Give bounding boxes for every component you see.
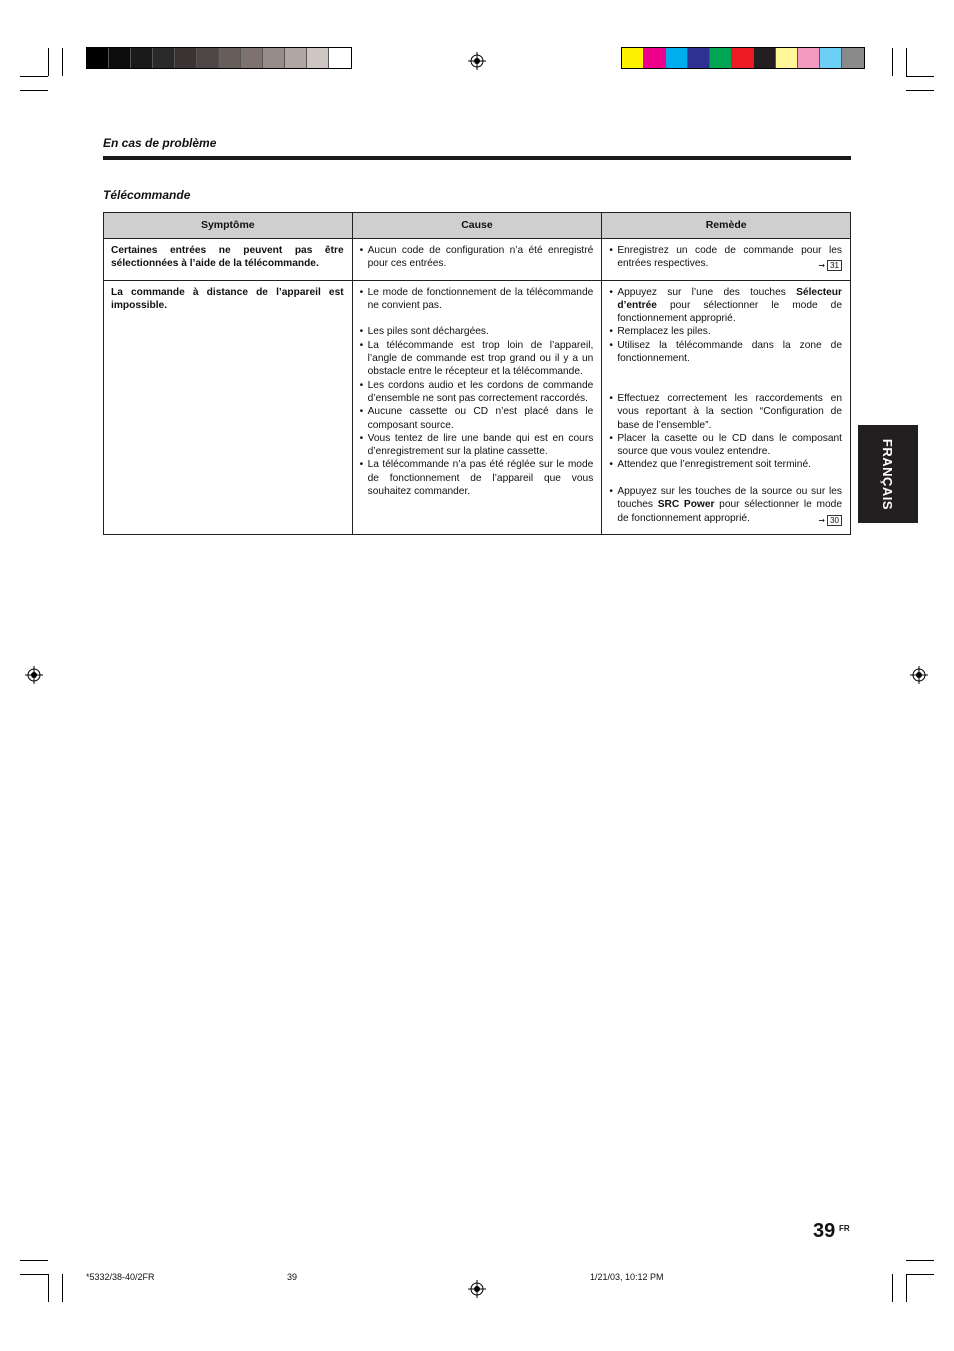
footer-timestamp: 1/21/03, 10:12 PM [590, 1272, 664, 1282]
subsection-title: Télécommande [103, 188, 191, 202]
page-reference [818, 259, 842, 272]
remedy-item: • Appuyez sur les touches de la source ou sur les touches SRC Power pour sélectionner le mode de fonctionnement approprié. ➞ 30 [609, 485, 842, 525]
cause-item: • Le mode de fonctionnement de la télécommande ne convient pas. [360, 286, 594, 313]
process-color-bar [621, 47, 865, 69]
footer-code: *5332/38-40/2FR [86, 1272, 155, 1282]
arrow-right-icon: ➞ [818, 515, 826, 525]
table-header-row [104, 213, 851, 239]
color-swatch [688, 48, 710, 68]
symptom-cell: Certaines entrées ne peuvent pas être sélectionnées à l’aide de la télécommande. [104, 239, 353, 281]
color-swatch [241, 48, 263, 68]
color-swatch [622, 48, 644, 68]
language-tab-label: FRANÇAIS [880, 438, 896, 510]
page-reference-number: 30 [827, 515, 842, 526]
table-row [104, 280, 851, 534]
color-swatch [754, 48, 776, 68]
cause-item: • Les cordons audio et les cordons de commande d’ensemble ne sont pas correctement raccordés. [360, 379, 594, 406]
page-reference [818, 514, 842, 527]
registration-mark-icon [910, 666, 928, 684]
remedy-item: • Appuyez sur l’une des touches Sélecteur d’entrée pour sélectionner le mode de fonctionnement approprié. [609, 286, 842, 326]
remedy-text: Enregistrez un code de commande pour les entrées respectives. [617, 245, 842, 270]
color-swatch [732, 48, 754, 68]
cause-item: • Vous tentez de lire une bande qui est en cours d’enregistrement sur la platine cassette. [360, 432, 594, 459]
color-swatch [87, 48, 109, 68]
color-swatch [820, 48, 842, 68]
cause-cell [352, 280, 602, 534]
section-divider [103, 156, 851, 160]
table-row [104, 239, 851, 281]
remedy-item: • Attendez que l’enregistrement soit terminé. [609, 458, 842, 471]
color-swatch [776, 48, 798, 68]
color-swatch [285, 48, 307, 68]
language-tab [858, 425, 918, 523]
arrow-right-icon: ➞ [818, 261, 826, 271]
column-header-symptom: Symptôme [104, 213, 353, 239]
color-swatch [329, 48, 351, 68]
cause-item: • Les piles sont déchargées. [360, 325, 594, 338]
registration-mark-icon [468, 1280, 486, 1298]
registration-mark-icon [468, 52, 486, 70]
remedy-item: • Utilisez la télécommande dans la zone de fonctionnement. [609, 339, 842, 366]
remedy-item: • Placer la casette ou le CD dans le composant source que vous voulez entendre. [609, 432, 842, 459]
color-swatch [798, 48, 820, 68]
color-swatch [307, 48, 329, 68]
grayscale-color-bar [86, 47, 352, 69]
page-number: 39 [813, 1220, 836, 1242]
cause-cell [352, 239, 602, 281]
color-swatch [263, 48, 285, 68]
color-swatch [666, 48, 688, 68]
color-swatch [153, 48, 175, 68]
color-swatch [842, 48, 864, 68]
remedy-cell [602, 239, 851, 281]
symptom-cell: La commande à distance de l’appareil est impossible. [104, 280, 353, 534]
color-swatch [131, 48, 153, 68]
cause-item: • La télécommande n’a pas été réglée sur le mode de fonctionnement de l’appareil que vous souhaitez commander. [360, 458, 594, 498]
remedy-item: • Remplacez les piles. [609, 325, 842, 338]
registration-mark-icon [25, 666, 43, 684]
color-swatch [109, 48, 131, 68]
key-name: Sélecteur d’entrée [617, 286, 842, 311]
page-reference-number: 31 [827, 260, 842, 271]
footer-page: 39 [287, 1272, 298, 1282]
troubleshooting-table [103, 212, 851, 535]
color-swatch [175, 48, 197, 68]
remedy-item [609, 244, 842, 271]
cause-item: • La télécommande est trop loin de l’appareil, l’angle de commande est trop grand ou il y a un obstacle entre le récepteur et la télécommande. [360, 339, 594, 379]
page-language: FR [839, 1224, 850, 1233]
remedy-item: • Effectuez correctement les raccordements en vous reportant à la section “Configuration de base de l’ensemble”. [609, 392, 842, 432]
column-header-cause: Cause [352, 213, 602, 239]
color-swatch [644, 48, 666, 68]
cause-item: • Aucun code de configuration n’a été enregistré pour ces entrées. [360, 244, 594, 271]
key-name: SRC Power [657, 499, 715, 511]
color-swatch [197, 48, 219, 68]
column-header-remedy: Remède [602, 213, 851, 239]
color-swatch [219, 48, 241, 68]
cause-item: • Aucune cassette ou CD n’est placé dans le composant source. [360, 405, 594, 432]
color-swatch [710, 48, 732, 68]
section-title: En cas de problème [103, 136, 217, 150]
remedy-cell [602, 280, 851, 534]
